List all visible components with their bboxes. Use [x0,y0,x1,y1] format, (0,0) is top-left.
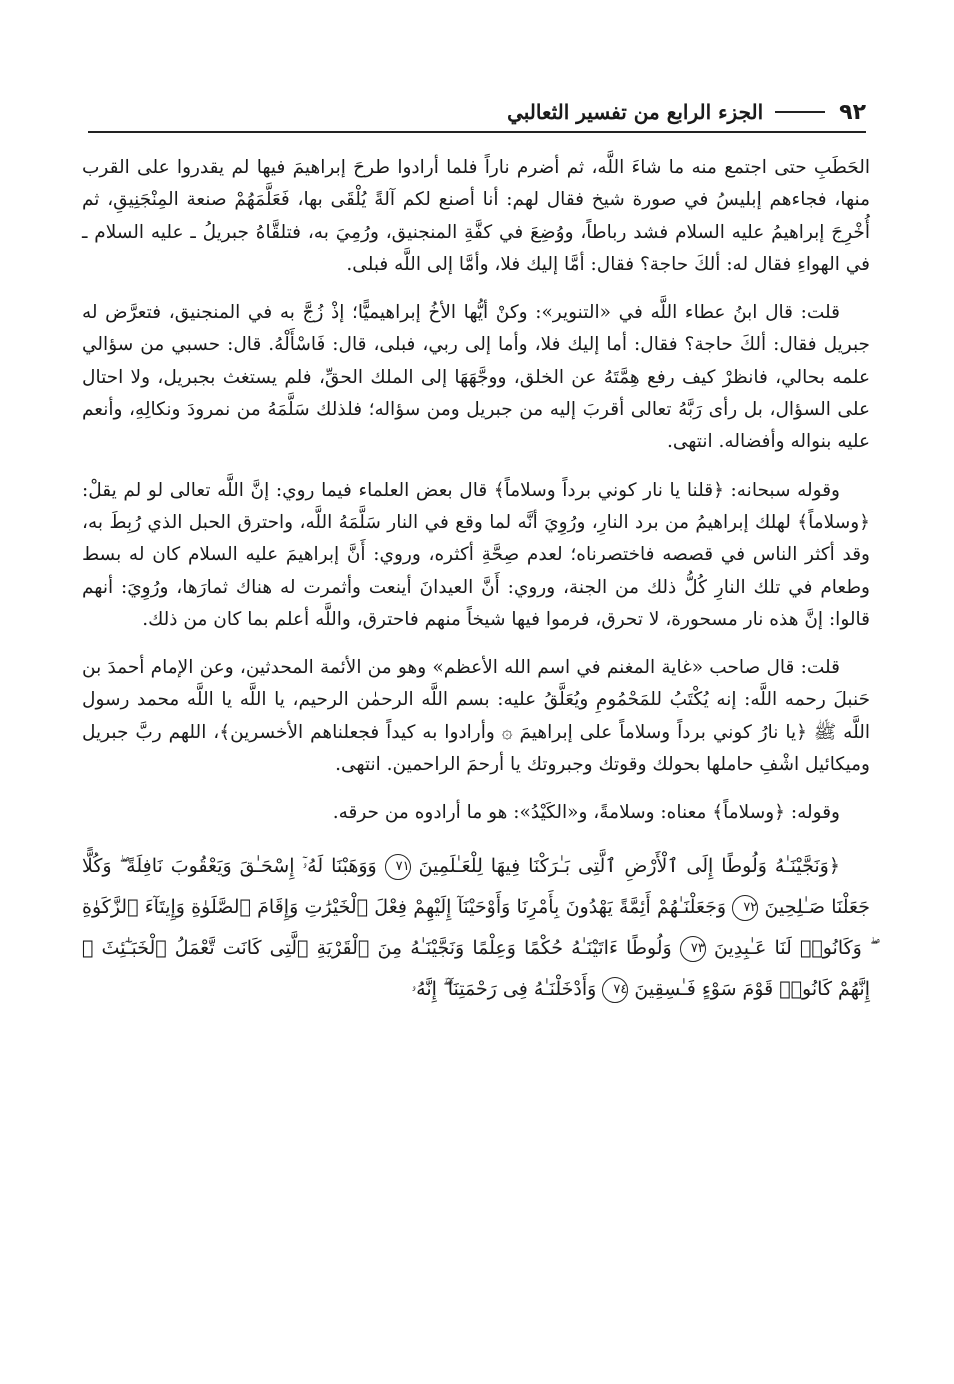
running-title: الجزء الرابع من تفسير الثعالبي [507,100,764,124]
quran-segment: وَجَعَلْنَـٰهُمْ أَئِمَّةً يَهْدُونَ بِأَمْرِنَا وَأَوْحَيْنَآ إِلَيْهِمْ فِعْلَ ٱلْخَيْرَٰتِ وَإِقَامَ ٱلصَّلَوٰةِ وَإِيتَآءَ ٱلزَّكَوٰةِ ۖ وَكَانُوا۟ لَنَا عَـٰبِدِينَ [82,895,870,959]
quran-segment: ﴿وَنَجَّيْنَـٰهُ وَلُوطًا إِلَى ٱلْأَرْضِ ٱلَّتِى بَـٰرَكْنَا فِيهَا لِلْعَـٰلَمِينَ [418,854,840,877]
paragraph-3: وقوله سبحانه: ﴿قلنا يا نار كوني برداً وسلاماً﴾ قال بعض العلماء فيما روي: إنَّ اللَّه تعالى لو لم يقلْ: ﴿وسلاماً﴾ لهلك إبراهيمُ من برد النارِ، ورُوِيَ أنَّه لما وقع في النار سَلَّمَهُ اللَّه، واحترق الحبل الذي رُبِطَ به، وقد أكثر الناس في قصصه فاختصرناه؛ لعدم صِحَّةِ أكثره، وروي: أَنَّ إبراهيمَ عليه السلام كان له بسط وطعام في تلك النارِ كُلُّ ذلك من الجنة، وروي: أَنَّ العيدانَ أينعت وأثمرت له هناك ثمارَها، ورُوِيَ: أنهم قالوا: إنَّ هذه نار مسحورة، لا تحرق، فرموا فيها شيخاً منهم فاحترق، واللَّه أعلم بما كان من ذلك. [82,479,870,630]
page-number: ٩٢ [839,99,866,125]
paragraph-4: قلت: قال صاحب «غاية المغنم في اسم الله الأعظم» وهو من الأئمة المحدثين، وعن الإمام أحمدَ بن حَنبلَ رحمه اللَّه: إنه يُكْتَبُ للمَحْمُومِ ويُعَلَّقُ عليه: بسم اللَّه الرحمٰن الرحيم، يا اللَّه يا اللَّه محمد رسول اللَّه ﷺ ﴿يا نارُ كوني برداً وسلاماً على إبراهيمَ ۞ وأرادوا به كيداً فجعلناهم الأخسرين﴾، اللهم ربَّ جبريل وميكائيل اشْفِ حاملها بحولك وقوتك وجبروتك يا أرحمَ الراحمين. انتهى. [82,657,870,776]
quran-passage [82,846,870,1010]
quran-segment: وَلُوطًا ءَاتَيْنَـٰهُ حُكْمًا وَعِلْمًا وَنَجَّيْنَـٰهُ مِنَ ٱلْقَرْيَةِ ٱلَّتِى كَانَت تَّعْمَلُ ٱلْخَبَـٰٓئِثَ ۗ إِنَّهُمْ كَانُوا۟ قَوْمَ سَوْءٍ فَـٰسِقِينَ [82,936,870,1000]
quran-segment: وَأَدْخَلْنَـٰهُ فِى رَحْمَتِنَآ ۖ إِنَّهُۥ [411,977,597,1000]
verse-number-marker: ٧٤ [602,977,628,1003]
page-body [82,152,870,1010]
page-header [88,93,866,133]
verse-number-marker: ٧١ [385,854,411,880]
verse-number-marker: ٧٢ [732,895,758,921]
paragraph-5: وقوله: ﴿وسلاماً﴾ معناه: وسلامةً، و«الكَيْدُ»: هو ما أرادوه من حرقه. [332,802,840,824]
quran-segment: وَوَهَبْنَا لَهُۥٓ إِسْحَـٰقَ وَيَعْقُوبَ نَافِلَةً ۖ وَكُلًّا جَعَلْنَا صَـٰلِحِينَ [82,854,870,918]
verse-number-marker: ٧٣ [680,936,706,962]
header-dash [775,111,825,113]
paragraph-1: الحَطَبِ حتى اجتمع منه ما شاءَ اللَّه، ثم أضرم ناراً فلما أرادوا طرحَ إبراهيمَ فيها لم يقدروا على القرب منها، فجاءهم إبليسُ في صورة شيخ فقال لهم: أنا أصنع لكم آلةً يُلْقَى بها، فَعَلَّمَهُمْ صنعة المِنْجَنِيقِ، ثم أُخْرِجَ إبراهيمُ عليه السلام فشد رباطاً، ووُضِعَ في كفَّةِ المنجنيق، ورُمِيَ به، فتلقَّاهُ جبريلُ ـ عليه السلام ـ في الهواءِ فقال له: ألكَ حاجة؟ فقال: أمَّا إليك فلا، وأمَّا إلى اللَّه فبلى. [82,157,870,275]
paragraph-2: قلت: قال ابنُ عطاء اللَّه في «التنوير»: وكنْ أيُّها الأخُ إبراهيميًّا؛ إذْ زُجَّ به في المنجنيق، فتعرَّض له جبريل فقال: ألكَ حاجة؟ فقال: أما إليك فلا، وأما إلى ربي، فبلى، قال: فَاسْأَلْهُ. قال: حسبي من سؤالي علمه بحالي، فانظرْ كيف رفع هِمَّتَهُ عن الخلق، ووجَّهَهَا إلى الملك الحقِّ، فلم يستغث بجبريل، ولا احتال على السؤال، بل رأى رَبَّهُ تعالى أقربَ إليه من جبريل ومن سؤاله؛ فلذلك سَلَّمَهُ من نمرودَ ونكالِهِ، وأنعم عليه بنواله وأفضاله. انتهى. [82,302,870,453]
